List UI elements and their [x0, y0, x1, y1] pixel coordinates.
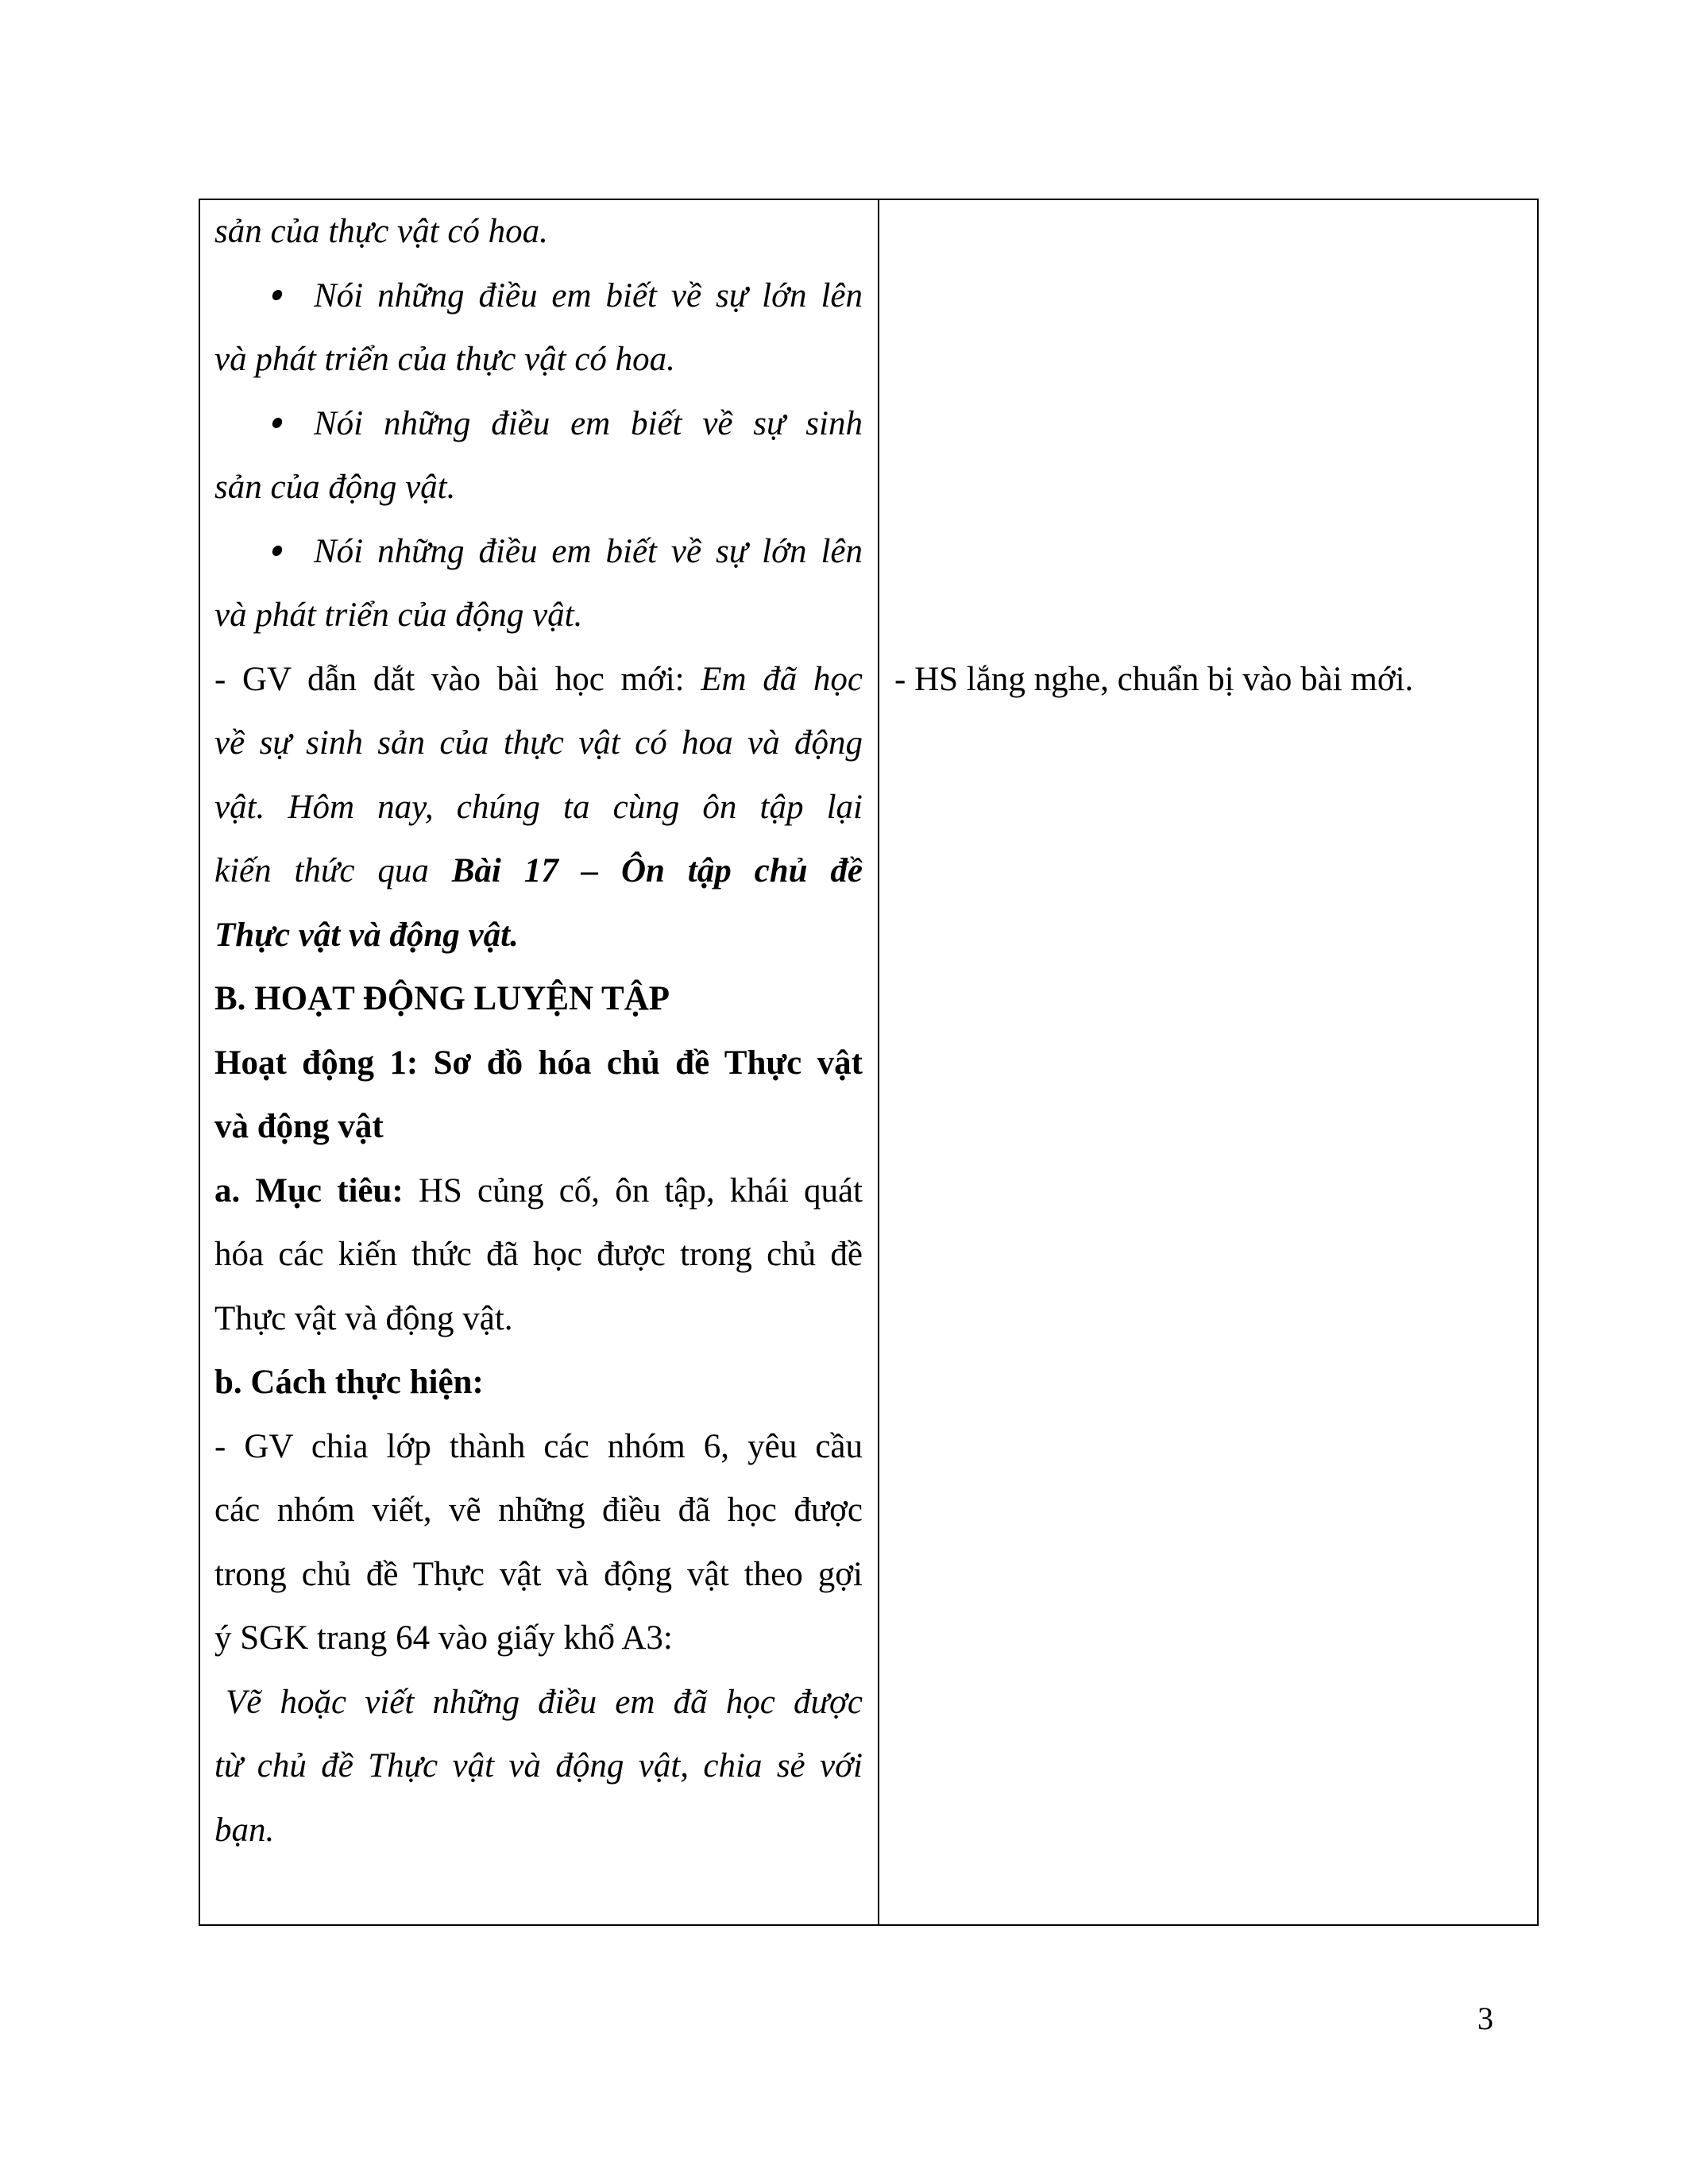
text-line: và phát triển của động vật. [214, 596, 583, 634]
text-span: kiến thức qua [214, 852, 452, 889]
text-line: và phát triển của thực vật có hoa. [214, 341, 675, 378]
page-number: 3 [1477, 2001, 1493, 2036]
activity-heading: Hoạt động 1: Sơ đồ hóa chủ đề Thực vật [214, 1044, 863, 1082]
spacer [894, 200, 1523, 648]
bullet-icon [272, 418, 284, 428]
bullet-item [214, 392, 863, 457]
bullet-icon [272, 546, 284, 556]
text-line: sản của thực vật có hoa. [214, 213, 548, 250]
text-span: Em đã học [701, 660, 863, 698]
text-line: trong chủ đề Thực vật và động vật theo gợi [214, 1555, 863, 1593]
lesson-title: Thực vật và động vật. [214, 916, 519, 954]
text-line: hóa các kiến thức đã học được trong chủ đề [214, 1236, 863, 1273]
text-line [214, 1160, 863, 1224]
text-line: - HS lắng nghe, chuẩn bị vào bài mới. [894, 660, 1414, 698]
activity-heading: và động vật [214, 1108, 384, 1145]
text-line: Vẽ hoặc viết những điều em đã học được [226, 1683, 863, 1721]
text-line: vật. Hôm nay, chúng ta cùng ôn tập lại [214, 788, 863, 826]
label: a. Mục tiêu: [214, 1171, 404, 1210]
text-line [214, 648, 863, 712]
lesson-table [199, 199, 1539, 1926]
subheading: b. Cách thực hiện: [214, 1364, 484, 1401]
text-line: Thực vật và động vật. [214, 1299, 513, 1337]
text-span: HS củng cố, ôn tập, khái quát [403, 1171, 863, 1210]
text-line: từ chủ đề Thực vật và động vật, chia sẻ với [214, 1747, 863, 1785]
text-line: - GV chia lớp thành các nhóm 6, yêu cầu [214, 1427, 863, 1465]
bullet-text: Nói những điều em biết về sự sinh [314, 404, 863, 442]
text-line [214, 839, 863, 904]
student-activity-column [879, 200, 1537, 1924]
bullet-item [214, 264, 863, 329]
text-line: ý SGK trang 64 vào giấy khổ A3: [214, 1619, 673, 1657]
text-line: bạn. [214, 1811, 275, 1849]
text-line: các nhóm viết, vẽ những điều đã học được [214, 1491, 863, 1529]
lesson-title: Bài 17 – Ôn tập chủ đề [451, 852, 863, 889]
bullet-text: Nói những điều em biết về sự lớn lên [314, 532, 863, 570]
section-heading: B. HOẠT ĐỘNG LUYỆN TẬP [214, 980, 670, 1017]
bullet-icon [272, 290, 284, 300]
teacher-activity-column [200, 200, 879, 1924]
bullet-item [214, 520, 863, 585]
text-line: về sự sinh sản của thực vật có hoa và động [214, 724, 863, 762]
text-span: - GV dẫn dắt vào bài học mới: [214, 660, 701, 698]
bullet-text: Nói những điều em biết về sự lớn lên [314, 276, 863, 314]
text-line: sản của động vật. [214, 469, 456, 506]
